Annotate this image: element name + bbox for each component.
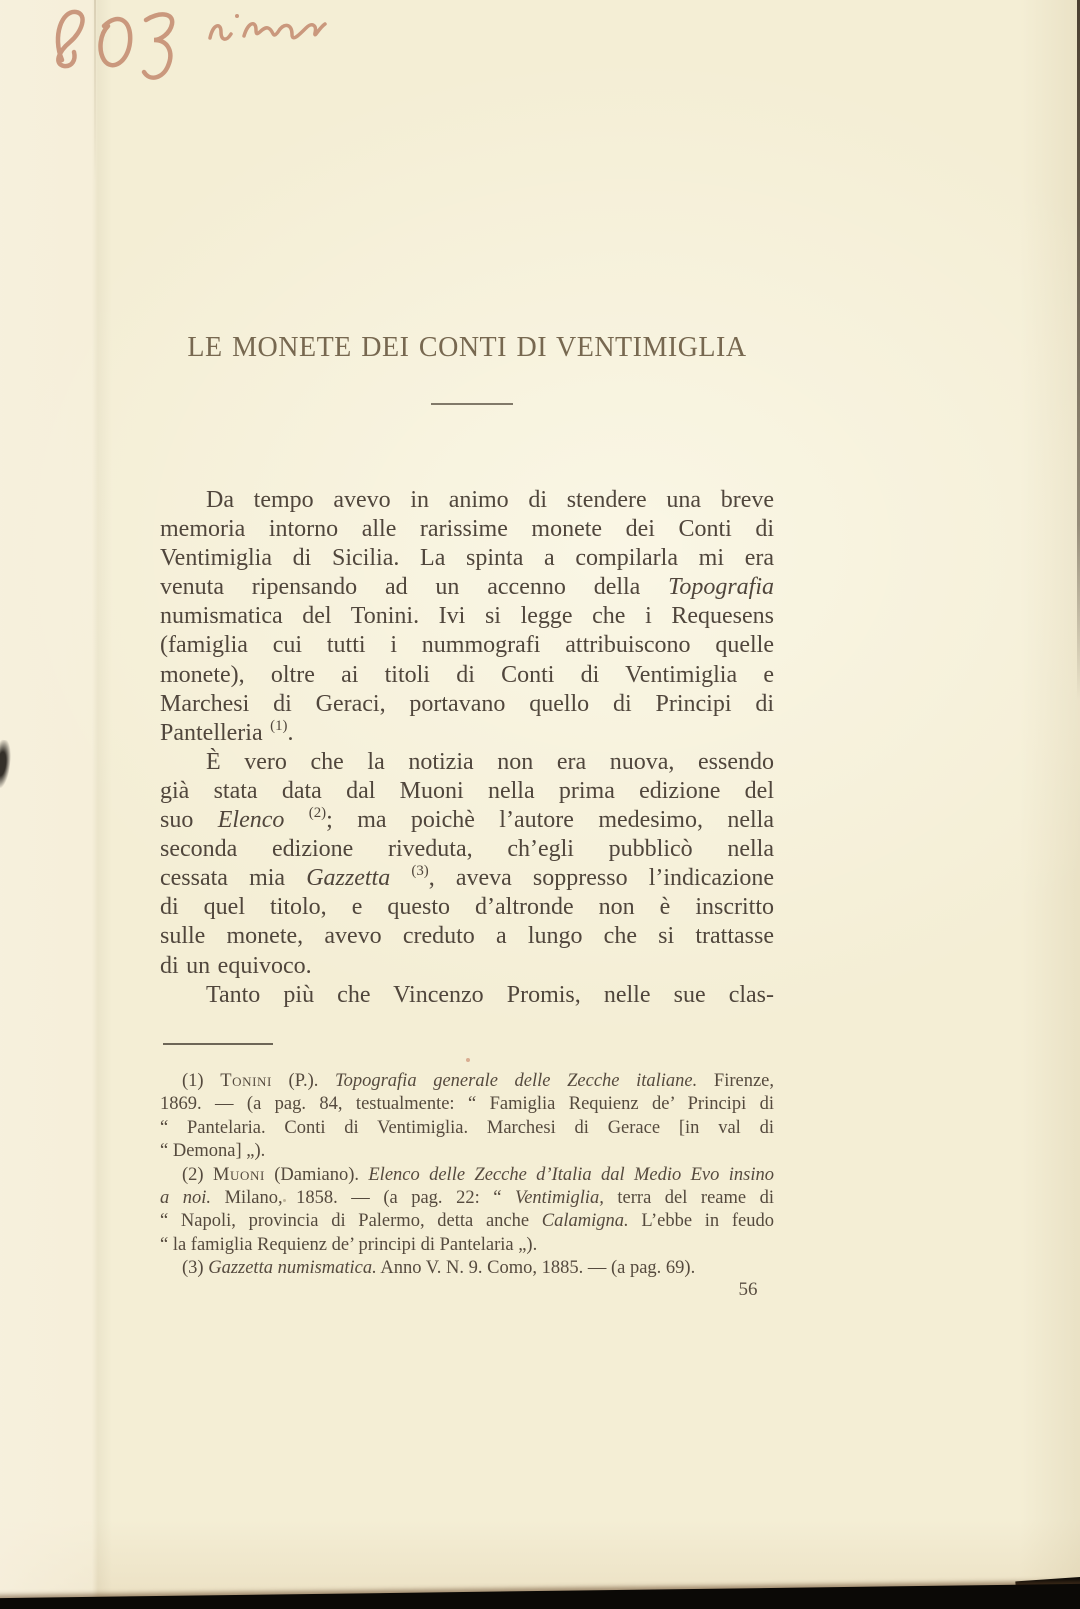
- text-line: [160, 864, 774, 893]
- text-line: [160, 719, 774, 748]
- text-segment: 1869. — (a pag. 84, testualmente: “ Famiglia Requienz de’ Principi di: [160, 1094, 774, 1115]
- text-segment: Pantelleria: [160, 719, 271, 746]
- handwritten-scribble: [210, 24, 325, 39]
- text-line: [160, 515, 774, 544]
- text-line: [160, 544, 774, 573]
- text-line: [160, 1070, 774, 1093]
- text-segment: Anno V. N. 9. Como, 1885. — (a pag. 69).: [376, 1258, 696, 1279]
- text-line: [160, 981, 774, 1010]
- text-line: [160, 806, 774, 835]
- text-segment: , aveva soppresso l’indicazione: [428, 865, 775, 892]
- text-segment: Gazzetta: [306, 865, 412, 892]
- text-line: [160, 1140, 774, 1163]
- text-segment: Gazzetta numismatica.: [208, 1258, 377, 1279]
- handwritten-digit-8: [58, 12, 83, 66]
- text-line: [160, 835, 774, 864]
- text-line: [160, 1117, 774, 1140]
- text-line: [160, 922, 774, 951]
- text-line: [160, 1164, 774, 1187]
- text-segment: seconda edizione riveduta, ch’egli pubblicò nella: [160, 836, 774, 863]
- text-segment: sulle monete, avevo creduto a lungo che si trattasse: [160, 923, 774, 950]
- handwritten-digit-0: [101, 19, 131, 65]
- text-line: [160, 1187, 774, 1210]
- text-segment: terra del reame di: [603, 1188, 775, 1209]
- text-segment: Tonini: [220, 1071, 272, 1091]
- text-segment: venuta ripensando ad un accenno della: [160, 574, 669, 601]
- text-segment: suo: [160, 807, 218, 834]
- text-segment: “ Demona] „).: [160, 1141, 266, 1162]
- text-segment: di un equivoco.: [160, 952, 312, 979]
- page-title: LE MONETE DEI CONTI DI VENTIMIGLIA: [187, 332, 747, 363]
- footnotes: [160, 1070, 774, 1281]
- text-segment: “ Napoli, provincia di Palermo, detta anche: [160, 1211, 542, 1232]
- text-line: [160, 690, 774, 719]
- text-segment: (2): [182, 1164, 213, 1185]
- footnote-divider-rule: [163, 1043, 273, 1045]
- text-segment: Topografia generale delle Zecche italiane.: [335, 1071, 698, 1091]
- text-line: [160, 777, 774, 806]
- text-segment: Tanto più che Vincenzo Promis, nelle sue clas-: [206, 981, 774, 1008]
- text-segment: Milano, 1858. — (a pag. 22: “: [211, 1188, 515, 1209]
- text-line: [160, 661, 774, 690]
- text-line: [160, 1257, 774, 1280]
- footnote-marker: (1): [270, 717, 288, 734]
- text-segment: .: [287, 719, 294, 746]
- text-segment: Da tempo avevo in animo di stendere una breve: [206, 487, 774, 513]
- handwritten-digit-3: [144, 14, 172, 77]
- footnote-marker: (2): [308, 805, 327, 822]
- text-segment: Ventimiglia di Sicilia. La spinta a compilarla mi era: [160, 545, 774, 572]
- text-segment: Elenco: [217, 807, 309, 834]
- text-segment: (famiglia cui tutti i nummografi attribuiscono quelle: [160, 632, 774, 659]
- text-segment: (P.).: [271, 1071, 335, 1091]
- text-segment: Marchesi di Geraci, portavano quello di Principi di: [160, 690, 774, 717]
- text-segment: È vero che la notizia non era nuova, essendo: [206, 748, 774, 775]
- page-number: 56: [738, 1279, 758, 1300]
- text-segment: Muoni: [212, 1164, 265, 1185]
- text-line: [160, 602, 774, 631]
- text-segment: di quel titolo, e questo d’altronde non è inscritto: [160, 894, 774, 921]
- text-segment: cessata mia: [160, 865, 307, 892]
- title-divider-rule: [431, 403, 513, 405]
- text-segment: (3): [182, 1258, 209, 1279]
- text-segment: Topografia: [668, 574, 774, 601]
- text-segment: “ la famiglia Requienz de’ principi di Pantelaria „).: [160, 1234, 538, 1255]
- margin-ink-smudge: [0, 739, 13, 788]
- text-line: [160, 952, 774, 981]
- paper-speck: [466, 1058, 470, 1062]
- text-segment: memoria intorno alle rarissime monete dei Conti di: [160, 516, 774, 543]
- text-segment: L’ebbe in feudo: [628, 1211, 774, 1232]
- text-line: [160, 893, 774, 922]
- handwritten-pencil-note: [18, 2, 348, 112]
- text-segment: a noi.: [160, 1188, 212, 1209]
- text-segment: ; ma poichè l’autore medesimo, nella: [326, 807, 775, 834]
- text-segment: (1): [182, 1071, 221, 1091]
- handwritten-dot: [235, 14, 239, 18]
- text-line: [160, 1210, 774, 1233]
- body-text: [160, 486, 774, 1010]
- paper-speck: [283, 1199, 286, 1202]
- scan-bottom-edge: [0, 1584, 1080, 1609]
- text-line: [160, 1234, 774, 1257]
- text-segment: Elenco delle Zecche d’Italia dal Medio Evo insino: [368, 1164, 774, 1185]
- text-segment: (Damiano).: [264, 1164, 369, 1185]
- text-segment: Calamigna.: [541, 1211, 629, 1232]
- footnote-marker: (3): [411, 863, 429, 880]
- text-segment: Firenze,: [697, 1071, 775, 1091]
- text-segment: Ventimiglia,: [514, 1188, 604, 1209]
- text-segment: già stata data dal Muoni nella prima edizione del: [160, 777, 774, 804]
- text-line: [160, 631, 774, 660]
- text-segment: numismatica del Tonini. Ivi si legge che i Requesens: [160, 603, 774, 630]
- text-line: [160, 748, 774, 777]
- text-line: [160, 573, 774, 602]
- text-segment: “ Pantelaria. Conti di Ventimiglia. Marchesi di Gerace [in val di: [160, 1117, 774, 1138]
- text-segment: monete), oltre ai titoli di Conti di Ventimiglia e: [160, 661, 774, 688]
- text-line: [160, 486, 774, 515]
- text-line: [160, 1093, 774, 1116]
